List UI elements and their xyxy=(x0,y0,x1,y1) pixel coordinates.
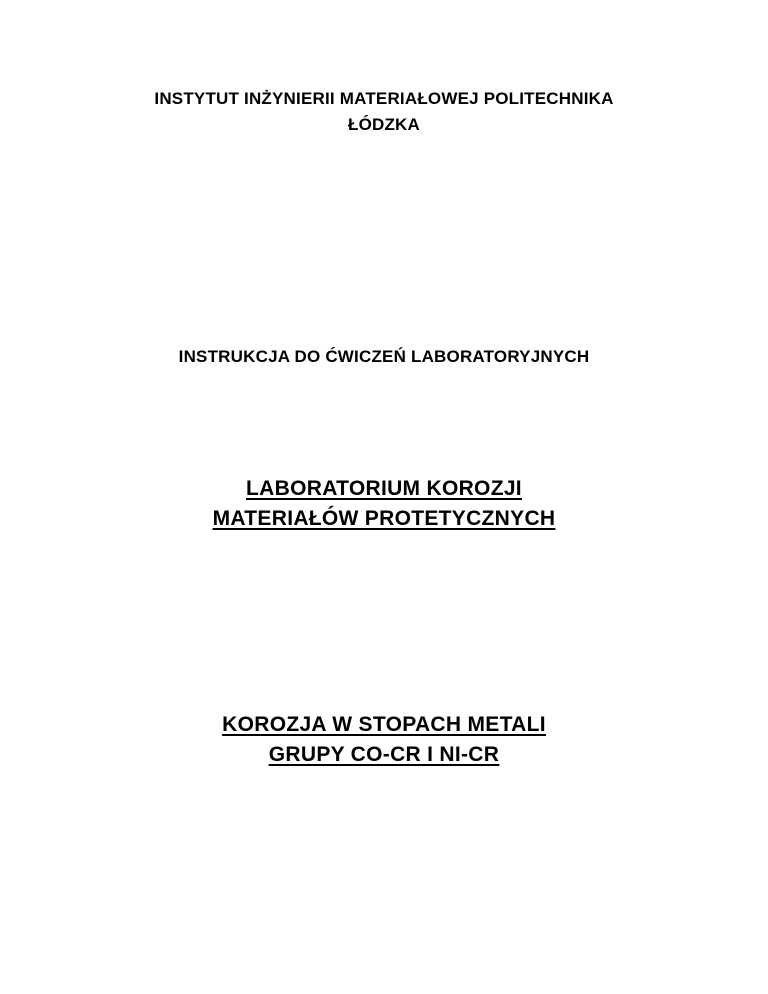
topic-title-line-2 xyxy=(0,740,768,770)
instruction-text: INSTRUKCJA DO ĆWICZEŃ LABORATORYJNYCH xyxy=(178,347,590,366)
institution-line-2: ŁÓDZKA xyxy=(347,115,421,134)
lab-title-line-1 xyxy=(0,474,768,504)
lab-title-line-2-text: MATERIAŁÓW PROTETYCZNYCH xyxy=(212,507,556,530)
lab-title-line-2 xyxy=(0,504,768,534)
topic-title xyxy=(0,710,768,770)
topic-title-line-1 xyxy=(0,710,768,740)
lab-title-line-1-text: LABORATORIUM KOROZJI xyxy=(246,477,522,500)
topic-title-line-2-text: GRUPY CO-CR I NI-CR xyxy=(268,743,500,766)
institution-line-1: INSTYTUT INŻYNIERII MATERIAŁOWEJ POLITECHNIKA xyxy=(154,89,614,108)
topic-title-line-1-text: KOROZJA W STOPACH METALI xyxy=(222,713,546,736)
lab-title xyxy=(0,474,768,534)
institution-heading xyxy=(0,86,768,138)
instruction-heading xyxy=(0,344,768,370)
